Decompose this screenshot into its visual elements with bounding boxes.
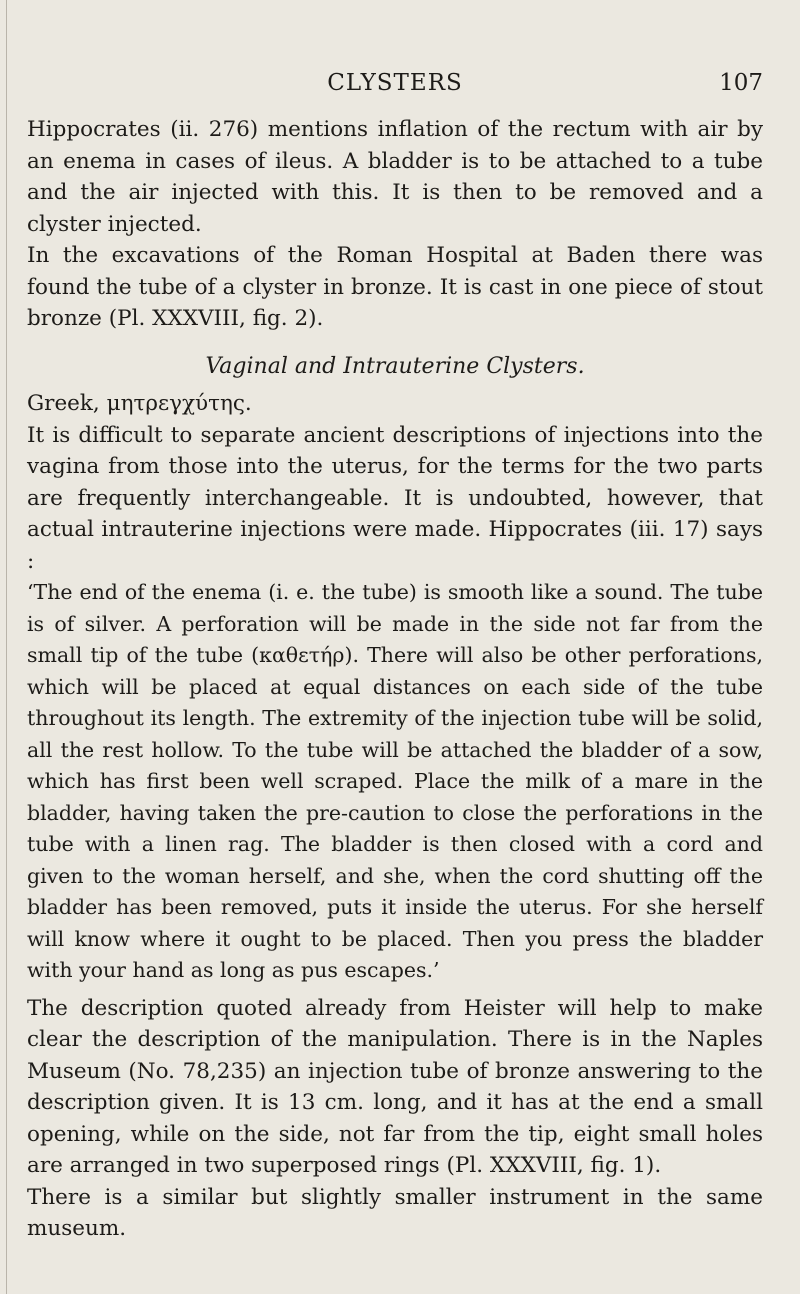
- section-heading: Vaginal and Intrauterine Clysters.: [205, 353, 585, 379]
- page-text: [27, 114, 763, 1245]
- paragraph-baden-hospital: In the excavations of the Roman Hospital at Baden there was found the tube of a clyster in bronze. It is cast in one piece of stout bronze (Pl. XXXVIII, fig. 2).: [27, 243, 763, 331]
- greek-term: Greek, μητρεγχύτης.: [27, 391, 252, 416]
- page-number: 107: [719, 70, 763, 96]
- page-edge: [6, 0, 7, 1294]
- paragraph-injections: It is difficult to separate ancient descriptions of injections into the vagina from those into the uterus, for the terms for the two parts are frequently interchangeable. It is undoubted, however, that actual intrauterine injections were made. Hippocrates (iii. 17) says :: [27, 422, 763, 574]
- running-head: [27, 70, 763, 104]
- paragraph-naples-museum: The description quoted already from Heister will help to make clear the description of the manipulation. There is in the Naples Museum (No. 78,235) an injection tube of bronze answering to the description given. It is 13 cm. long, and it has at the end a small opening, while on the side, not far from the tip, eight small holes are arranged in two superposed rings (Pl. XXXVIII, fig. 1).: [27, 995, 763, 1178]
- running-title: CLYSTERS: [327, 70, 463, 96]
- paragraph-similar-instrument: There is a similar but slightly smaller instrument in the same museum.: [27, 1184, 763, 1241]
- hippocrates-quote: ‘The end of the enema (i. e. the tube) is smooth like a sound. The tube is of silver. A perforation will be made in the side not far from the small tip of the tube (καθετήρ). There will also be other perforations, which will be placed at equal distances on each side of the tube throughout its length. The extremity of the injection tube will be solid, all the rest hollow. To the tube will be attached the bladder of a sow, which has first been well scraped. Place the milk of a mare in the bladder, having taken the pre-caution to close the perforations in the tube with a linen rag. The bladder is then closed with a cord and given to the woman herself, and she, when the cord shutting off the bladder has been removed, puts it inside the uterus. For she herself will know where it ought to be placed. Then you press the bladder with your hand as long as pus escapes.’: [27, 580, 763, 982]
- paragraph-hippocrates-rectum: Hippocrates (ii. 276) mentions inflation of the rectum with air by an enema in cases of ileus. A bladder is to be attached to a tube and the air injected with this. It is then to be removed and a clyster injected.: [27, 117, 763, 237]
